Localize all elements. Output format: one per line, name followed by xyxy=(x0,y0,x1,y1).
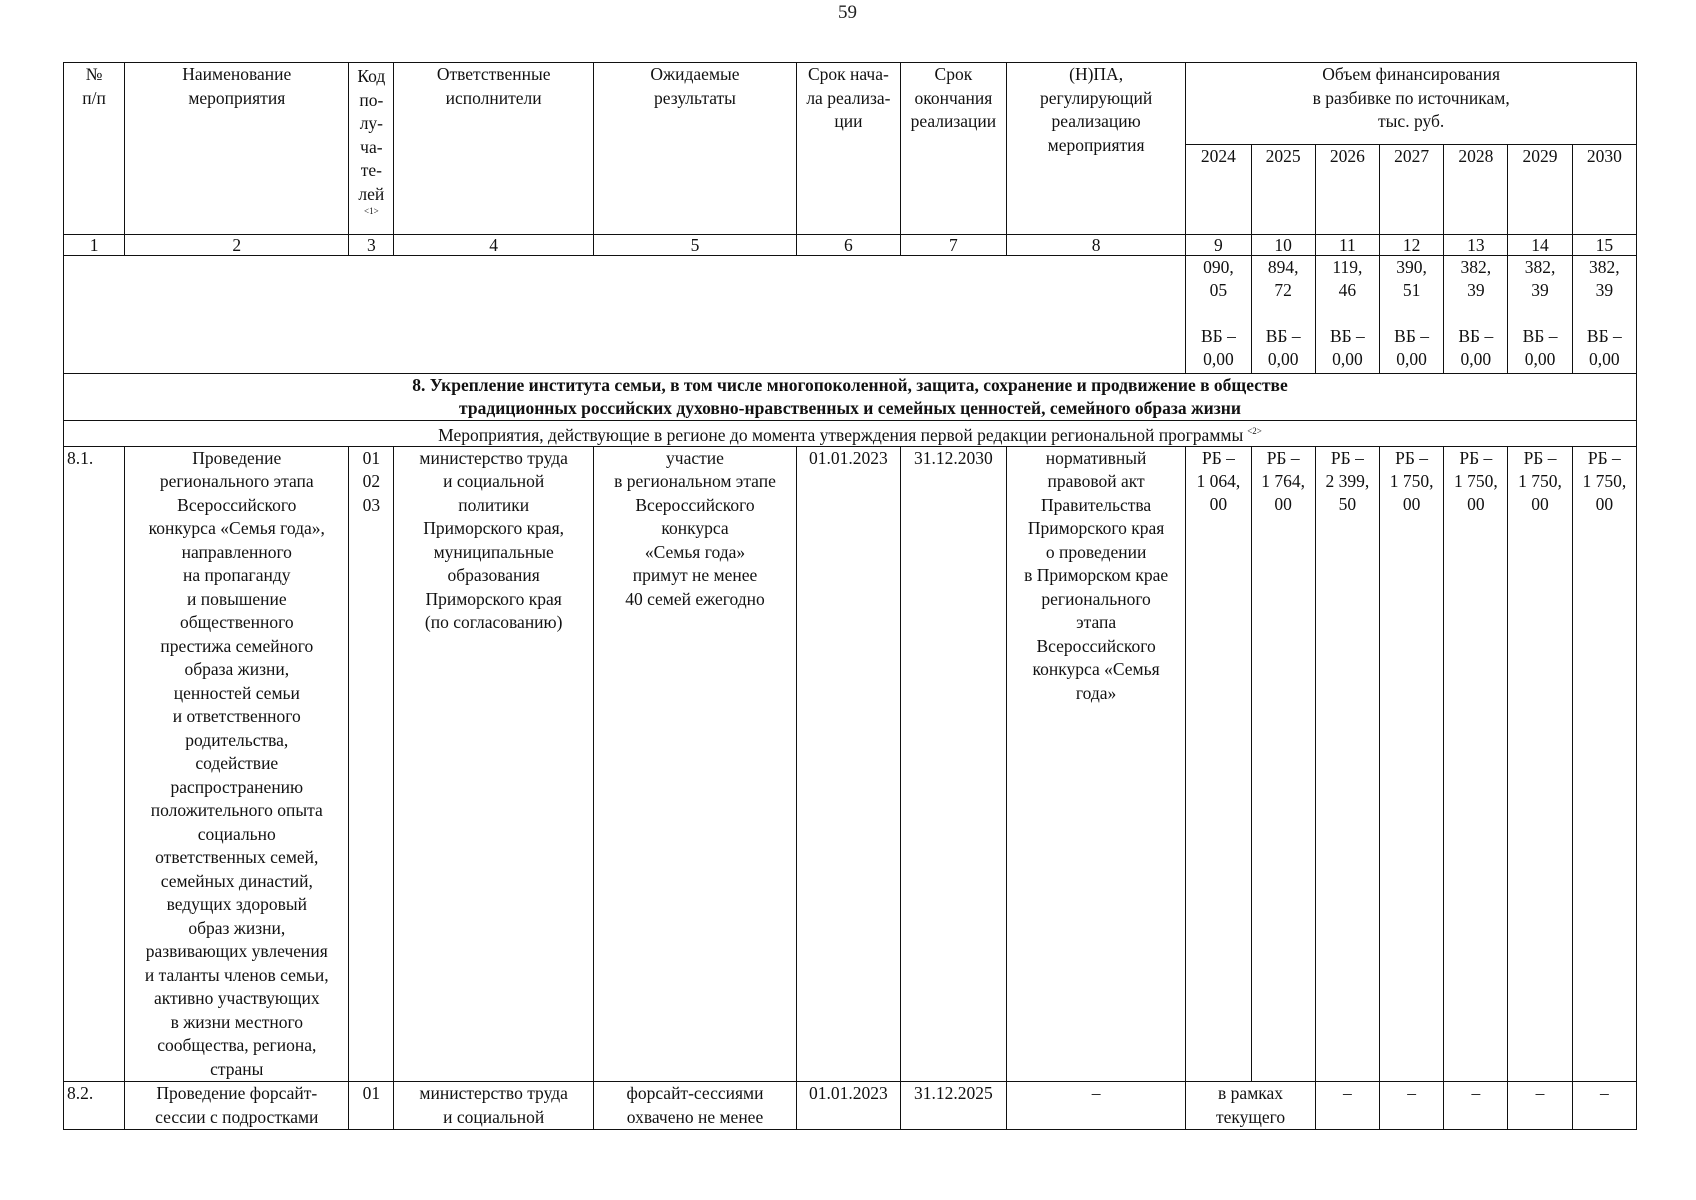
row-finance: РБ – 1 750, 00 xyxy=(1508,446,1572,1082)
header-end: Срок окончания реализации xyxy=(900,63,1006,235)
row-codes: 01 xyxy=(349,1082,394,1130)
header-year: 2028 xyxy=(1444,145,1508,235)
column-number: 15 xyxy=(1572,235,1636,256)
column-number-row xyxy=(64,235,1637,256)
header-responsible: Ответственные исполнители xyxy=(394,63,594,235)
row-finance: – xyxy=(1315,1082,1379,1130)
carryover-vb: ВБ – 0,00 xyxy=(1586,326,1622,369)
column-number: 3 xyxy=(349,235,394,256)
table-row xyxy=(64,1082,1637,1130)
header-year: 2024 xyxy=(1186,145,1251,235)
header-code xyxy=(349,63,394,235)
carryover-cell xyxy=(1508,256,1572,374)
carryover-blank xyxy=(64,256,1186,374)
carryover-value: 390, 51 xyxy=(1396,257,1427,300)
subheading-row xyxy=(64,421,1637,447)
table-row xyxy=(64,446,1637,1082)
header-results: Ожидаемые результаты xyxy=(594,63,797,235)
header-name: Наименование мероприятия xyxy=(125,63,349,235)
carryover-vb: ВБ – 0,00 xyxy=(1265,326,1301,369)
section-title: 8. Укрепление института семьи, в том числе многопоколенной, защита, сохранение и продвижение в обществе традиционных российских духовно-нравственных и семейных ценностей, семейного образа жизни xyxy=(64,374,1637,421)
column-number: 10 xyxy=(1251,235,1315,256)
header-year: 2029 xyxy=(1508,145,1572,235)
carryover-cell xyxy=(1315,256,1379,374)
row-finance: РБ – 1 750, 00 xyxy=(1444,446,1508,1082)
row-start: 01.01.2023 xyxy=(796,1082,900,1130)
header-year: 2027 xyxy=(1379,145,1443,235)
row-num: 8.2. xyxy=(64,1082,125,1130)
row-finance: – xyxy=(1572,1082,1636,1130)
carryover-value: 382, 39 xyxy=(1524,257,1556,300)
subheading xyxy=(64,421,1637,447)
row-end: 31.12.2030 xyxy=(900,446,1006,1082)
carryover-cell xyxy=(1186,256,1251,374)
column-number: 6 xyxy=(796,235,900,256)
carryover-row xyxy=(64,256,1637,374)
row-finance: – xyxy=(1444,1082,1508,1130)
header-year: 2025 xyxy=(1251,145,1315,235)
carryover-cell xyxy=(1251,256,1315,374)
row-name: Проведение регионального этапа Всероссийского конкурса «Семья года», направленного на пропаганду и повышение общественного престижа семейного образа жизни, ценностей семьи и ответственного родительства, содействие распространению положительного опыта социально ответственных семей, семейных династий, ведущих здоровый образ жизни, развивающих увлечения и таланты членов семьи, активно участвующих в жизни местного сообщества, региона, страны xyxy=(125,446,349,1082)
carryover-value: 090, 05 xyxy=(1203,257,1234,300)
activities-table xyxy=(63,62,1637,1130)
header-num: № п/п xyxy=(64,63,125,235)
section-title-row xyxy=(64,374,1637,421)
row-end: 31.12.2025 xyxy=(900,1082,1006,1130)
header-year: 2030 xyxy=(1572,145,1636,235)
carryover-vb: ВБ – 0,00 xyxy=(1329,326,1365,369)
carryover-value: 382, 39 xyxy=(1589,257,1620,300)
row-start: 01.01.2023 xyxy=(796,446,900,1082)
header-year: 2026 xyxy=(1315,145,1379,235)
row-npa: нормативный правовой акт Правительства Приморского края о проведении в Приморском крае регионального этапа Всероссийского конкурса «Семья года» xyxy=(1006,446,1185,1082)
column-number: 4 xyxy=(394,235,594,256)
column-number: 11 xyxy=(1315,235,1379,256)
carryover-vb: ВБ – 0,00 xyxy=(1394,326,1430,369)
header-finance: Объем финансирования в разбивке по источникам, тыс. руб. xyxy=(1186,63,1637,145)
carryover-value: 382, 39 xyxy=(1460,257,1492,300)
column-number: 8 xyxy=(1006,235,1185,256)
column-number: 12 xyxy=(1379,235,1443,256)
row-responsible: министерство труда и социальной xyxy=(394,1082,594,1130)
row-results: участие в региональном этапе Всероссийского конкурса «Семья года» примут не менее 40 семей ежегодно xyxy=(594,446,797,1082)
column-number: 7 xyxy=(900,235,1006,256)
row-responsible: министерство труда и социальной политики Приморского края, муниципальные образования Приморского края (по согласованию) xyxy=(394,446,594,1082)
row-num: 8.1. xyxy=(64,446,125,1082)
row-finance: РБ – 1 064, 00 xyxy=(1186,446,1251,1082)
header-row xyxy=(64,63,1637,145)
header-npa: (Н)ПА, регулирующий реализацию мероприятия xyxy=(1006,63,1185,235)
carryover-vb: ВБ – 0,00 xyxy=(1458,326,1494,369)
carryover-vb: ВБ – 0,00 xyxy=(1201,326,1236,369)
row-finance: РБ – 1 750, 00 xyxy=(1379,446,1443,1082)
page-number: 59 xyxy=(838,2,857,23)
row-finance: РБ – 1 764, 00 xyxy=(1251,446,1315,1082)
column-number: 2 xyxy=(125,235,349,256)
row-finance: – xyxy=(1379,1082,1443,1130)
carryover-cell xyxy=(1444,256,1508,374)
header-code-label: Код по- лу- ча- те- лей xyxy=(357,66,386,204)
carryover-value: 894, 72 xyxy=(1267,257,1299,300)
row-results: форсайт-сессиями охвачено не менее xyxy=(594,1082,797,1130)
row-npa: – xyxy=(1006,1082,1185,1130)
header-start: Срок нача- ла реализа- ции xyxy=(796,63,900,235)
row-name: Проведение форсайт- сессии с подростками xyxy=(125,1082,349,1130)
carryover-cell xyxy=(1572,256,1636,374)
row-finance: РБ – 2 399, 50 xyxy=(1315,446,1379,1082)
subheading-text: Мероприятия, действующие в регионе до момента утверждения первой редакции региональной программы xyxy=(438,424,1244,445)
subheading-note: <2> xyxy=(1247,426,1262,436)
row-codes: 01 02 03 xyxy=(349,446,394,1082)
row-finance: – xyxy=(1508,1082,1572,1130)
column-number: 14 xyxy=(1508,235,1572,256)
column-number: 5 xyxy=(594,235,797,256)
carryover-cell xyxy=(1379,256,1443,374)
header-code-note: <1> xyxy=(364,206,379,216)
carryover-value: 119, 46 xyxy=(1332,257,1363,300)
column-number: 1 xyxy=(64,235,125,256)
row-finance: РБ – 1 750, 00 xyxy=(1572,446,1636,1082)
column-number: 9 xyxy=(1186,235,1251,256)
column-number: 13 xyxy=(1444,235,1508,256)
carryover-vb: ВБ – 0,00 xyxy=(1522,326,1558,369)
row-finance-note: в рамках текущего xyxy=(1186,1082,1315,1130)
